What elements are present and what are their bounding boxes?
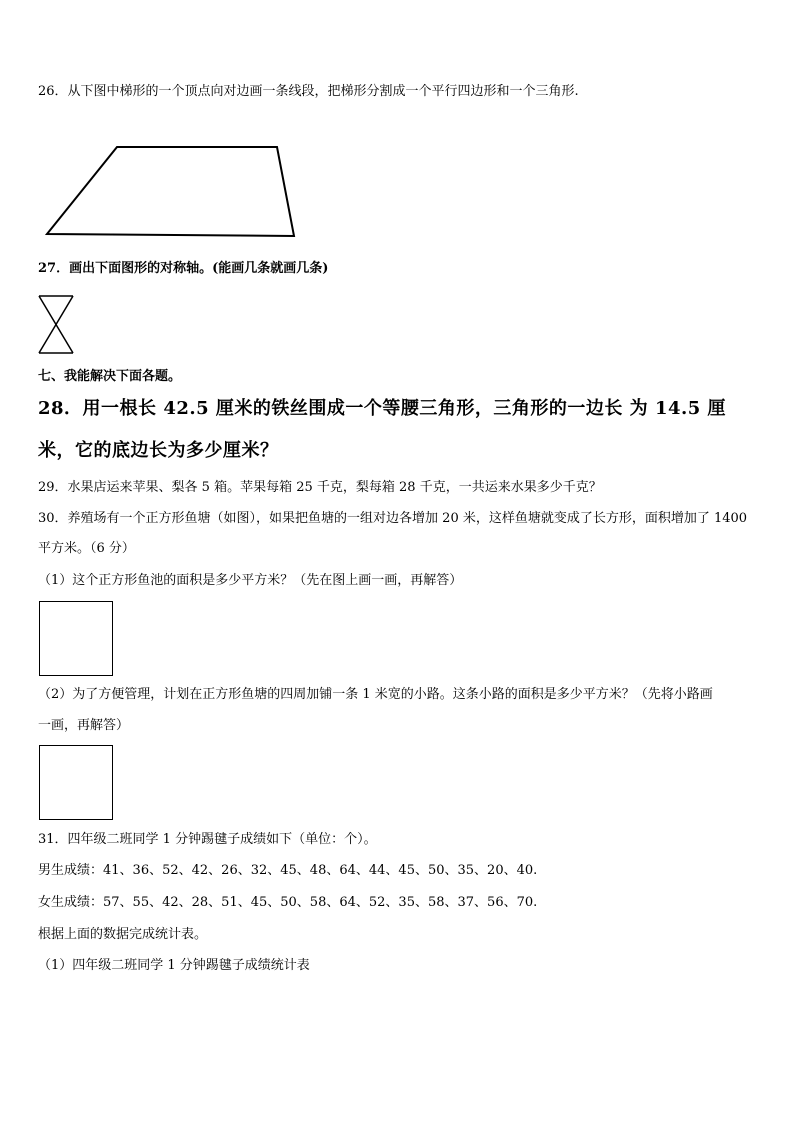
question-30-part2-line1: （2）为了方便管理，计划在正方形鱼塘的四周加铺一条 1 米宽的小路。这条小路的面积是多少平方米？（先将小路画 [38,687,713,702]
table-title: （1）四年级二班同学 1 分钟踢毽子成绩统计表 [38,958,310,973]
question-30-line1: 30．养殖场有一个正方形鱼塘（如图），如果把鱼塘的一组对边各增加 20 米，这样鱼塘就变成了长方形，面积增加了 1400 [38,511,748,526]
question-26: 26．从下图中梯形的一个顶点向对边画一条线段，把梯形分割成一个平行四边形和一个三角形. [38,84,579,99]
trapezoid-figure [44,144,300,240]
boys-scores: 男生成绩：41、36、52、42、26、32、45、48、64、44、45、50、35、20、40. [38,863,538,878]
question-28-line2: 米，它的底边长为多少厘米？ [38,440,279,461]
girls-scores: 女生成绩：57、55、42、28、51、45、50、58、64、52、35、58、37、56、70. [38,895,538,910]
question-30-part2-line2: 一画，再解答） [38,718,130,733]
question-27: 27．画出下面图形的对称轴。(能画几条就画几条) [38,261,329,276]
square-pond-figure-2 [39,745,113,820]
question-30-part1: （1）这个正方形鱼池的面积是多少平方米？（先在图上画一画，再解答） [38,573,463,588]
section-heading: 七、我能解决下面各题。 [38,369,182,384]
question-30-line2: 平方米。（6 分） [38,541,135,556]
question-29: 29．水果店运来苹果、梨各 5 箱。苹果每箱 25 千克，梨每箱 28 千克，一共运来水果多少千克？ [38,480,602,495]
question-31: 31．四年级二班同学 1 分钟踢毽子成绩如下（单位：个）。 [38,832,377,847]
question-28-line1: 28．用一根长 42.5 厘米的铁丝围成一个等腰三角形，三角形的一边长 为 14.5 厘 [38,398,727,419]
hourglass-figure [37,294,77,356]
square-pond-figure-1 [39,601,113,676]
instruction-text: 根据上面的数据完成统计表。 [38,927,208,942]
